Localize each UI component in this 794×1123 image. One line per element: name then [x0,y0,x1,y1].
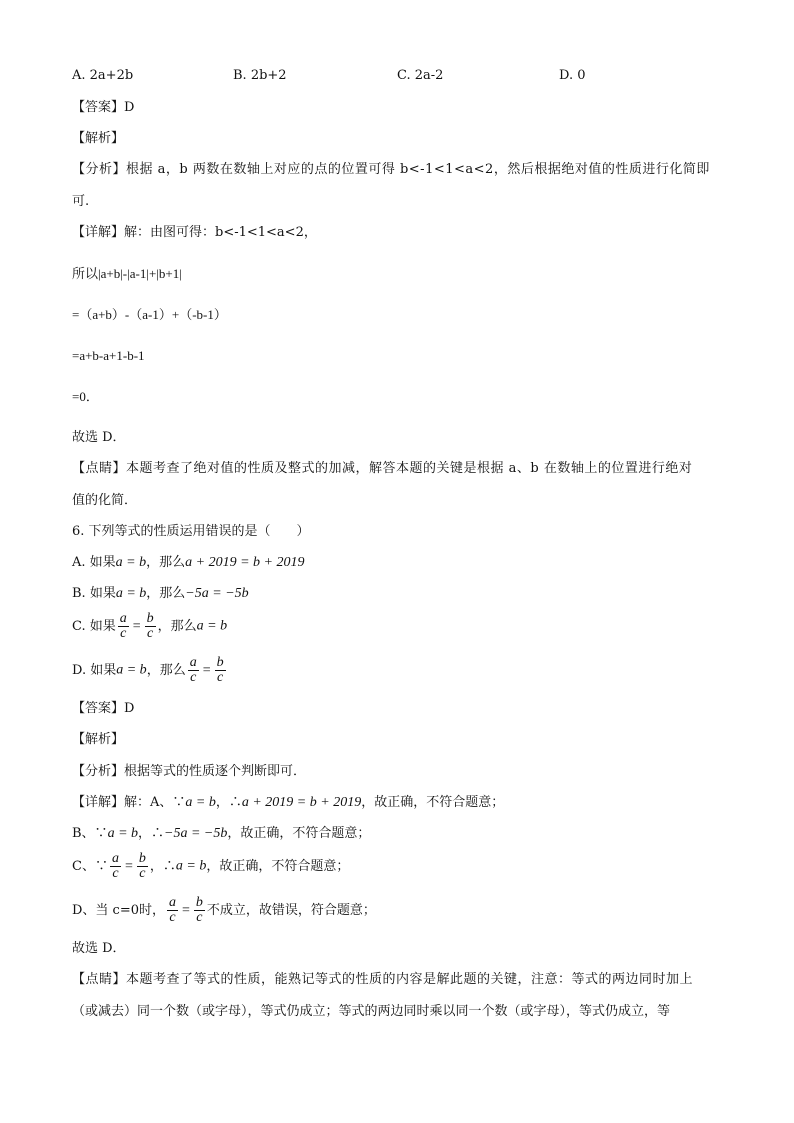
denominator: c [217,670,224,685]
q6-option-d-prefix: D. 如果 [72,663,117,678]
option-a: A. 2a+2b [72,68,134,83]
q6-detail-a-prefix: 【详解】解：A、∵ [72,795,186,810]
q6-option-c [72,612,227,641]
fraction-b-over-c [137,852,148,881]
q6-detail-c-mid: ，∴ [149,859,176,874]
q6-option-b [72,587,249,601]
q6-option-c-mid: ，那么 [157,619,197,634]
q5-fenxi-line1: 【分析】根据 a，b 两数在数轴上对应的点的位置可得 b<-1<1<a<2，然后根据绝对值的性质进行化简即 [72,162,710,177]
q5-comment-line1: 【点睛】本题考查了绝对值的性质及整式的加减，解答本题的关键是根据 a、b 在数轴上的位置进行绝对 [72,461,693,476]
q6-option-a-result: a + 2019 = b + 2019 [185,555,305,570]
q6-detail-b-suffix: ，故正确，不符合题意； [227,826,371,841]
denominator: c [169,910,176,925]
q6-answer: 【答案】D [72,701,135,716]
numerator: b [216,655,224,670]
q6-detail-a-suffix: ，故正确，不符合题意； [361,795,505,810]
equals-sign: = [124,858,133,874]
denominator: c [190,670,197,685]
q6-option-a-mid: ，那么 [146,555,186,570]
q5-fenxi-line2: 可. [72,194,90,209]
q6-detail-c-prefix: C、∵ [72,859,108,874]
numerator: a [119,611,127,626]
option-b: B. 2b+2 [233,68,287,83]
fraction-a-over-c [118,612,129,641]
q6-detail-b-mid: ，∴ [138,826,165,841]
q6-detail-b [72,827,370,841]
numerator: a [169,895,176,910]
q5-step1: 所以|a+b|-|a-1|+|b+1| [72,266,182,281]
q6-stem: 6. 下列等式的性质运用错误的是（ ） [72,524,310,539]
q6-detail-a [72,796,504,810]
equals-sign: = [132,618,141,634]
q6-option-c-prefix: C. 如果 [72,619,116,634]
q6-fenxi: 【分析】根据等式的性质逐个判断即可． [72,764,307,779]
fraction-b-over-c [215,656,226,685]
q6-option-d-mid: ，那么 [146,663,186,678]
q6-detail-b-result: −5a = −5b [164,826,228,841]
q6-option-b-mid: ，那么 [146,586,186,601]
q5-detail: 【详解】解：由图可得：b<-1<1<a<2， [72,225,317,240]
q6-option-b-prefix: B. 如果 [72,586,116,601]
fraction-b-over-c [194,896,205,925]
q6-option-d [72,656,228,685]
q6-option-c-result: a = b [196,618,228,634]
q6-detail-d [72,896,376,925]
q6-detail-a-mid: ，∴ [215,795,242,810]
q6-option-a [72,556,304,570]
q5-analysis-heading: 【解析】 [72,131,125,146]
q6-option-d-condition: a = b [116,662,147,678]
option-d: D. 0 [559,68,586,83]
q6-detail-c [72,852,349,881]
equals-sign: = [182,902,190,918]
numerator: a [189,655,197,670]
q6-detail-b-prefix: B、∵ [72,826,108,841]
fraction-b-over-c [145,612,156,641]
denominator: c [196,910,203,925]
q6-detail-c-result: a = b [175,858,207,874]
q5-step3: =a+b-a+1-b-1 [72,348,145,363]
q6-detail-b-condition: a = b [107,826,139,841]
q6-option-a-prefix: A. 如果 [72,555,116,570]
q6-option-b-condition: a = b [115,586,147,601]
q6-detail-c-suffix: ，故正确，不符合题意； [206,859,350,874]
q5-answer: 【答案】D [72,100,135,115]
q5-comment-line2: 值的化简． [72,493,138,508]
denominator: c [147,626,154,641]
fraction-a-over-c [167,896,178,925]
q6-comment-line2: （或减去）同一个数（或字母），等式仍成立；等式的两边同时乘以同一个数（或字母），等式仍成立，等 [72,1004,671,1019]
option-c: C. 2a-2 [397,68,444,83]
q6-option-b-result: −5a = −5b [185,586,249,601]
numerator: b [138,851,146,866]
q6-choose: 故选 D． [72,941,126,956]
denominator: c [139,866,146,881]
q6-detail-d-suffix: 不成立，故错误，符合题意； [206,903,376,918]
fraction-a-over-c [188,656,199,685]
numerator: a [111,851,119,866]
q6-analysis-heading: 【解析】 [72,732,125,747]
q6-detail-d-prefix: D、当 c=0时， [72,903,165,918]
q5-step2: =（a+b）-（a-1）+（-b-1） [72,307,227,322]
equals-sign: = [202,662,211,678]
numerator: b [195,895,203,910]
q5-choose: 故选 D． [72,430,126,445]
denominator: c [112,866,119,881]
numerator: b [146,611,154,626]
fraction-a-over-c [110,852,121,881]
q5-step4: =0． [72,389,99,404]
q6-detail-a-result: a + 2019 = b + 2019 [241,795,362,810]
q6-option-a-condition: a = b [115,555,147,570]
q6-detail-a-condition: a = b [185,795,216,810]
denominator: c [120,626,127,641]
q6-comment-line1: 【点睛】本题考查了等式的性质，能熟记等式的性质的内容是解此题的关键，注意：等式的两边同时加上 [72,972,694,987]
